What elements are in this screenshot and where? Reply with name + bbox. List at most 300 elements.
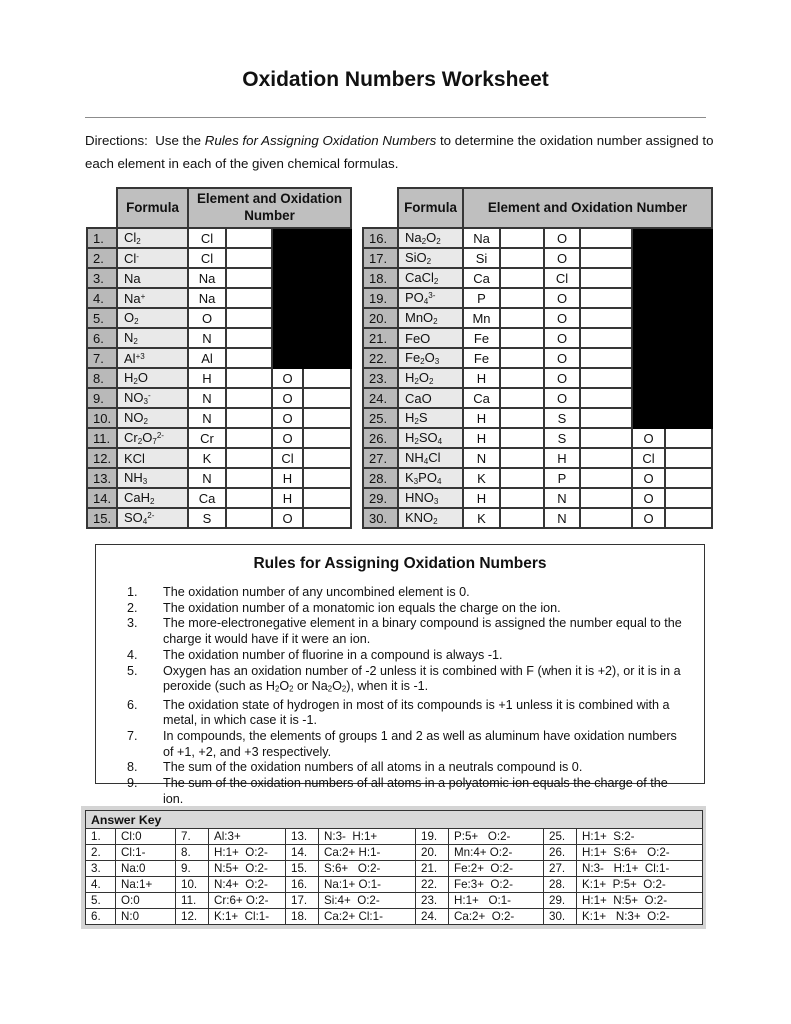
rules-box <box>95 544 705 806</box>
redacted-cell <box>632 228 665 248</box>
worksheet-row <box>363 488 712 508</box>
oxidation-number-cell <box>500 448 544 468</box>
answer-value: Fe:3+ O:2- <box>449 877 544 893</box>
element-cell: Cl <box>188 248 226 268</box>
element-cell: Al <box>188 348 226 368</box>
oxidation-number-cell <box>500 508 544 528</box>
worksheet-row <box>87 428 351 448</box>
answer-number: 16. <box>286 877 319 893</box>
rule-text: The sum of the oxidation numbers of all atoms in a polyatomic ion equals the charge of the ion. <box>163 776 668 806</box>
element-cell: Na <box>188 288 226 308</box>
rule-number: 8. <box>127 760 138 775</box>
formula-cell: $SO_4^{2-}$ <box>117 508 188 528</box>
row-number: 10. <box>87 408 117 428</box>
answer-value: H:1+ O:2- <box>209 845 286 861</box>
row-number: 6. <box>87 328 117 348</box>
rule-number: 9. <box>127 776 138 791</box>
redacted-cell <box>303 268 351 288</box>
formula-cell: $O_2$ <box>117 308 188 328</box>
oxidation-number-cell <box>665 488 712 508</box>
rule-item <box>127 585 704 601</box>
element-cell: Cl <box>272 448 303 468</box>
element-cell: S <box>544 408 580 428</box>
oxidation-number-cell <box>226 448 272 468</box>
rule-item <box>127 729 704 760</box>
rule-item <box>127 760 704 776</box>
row-number: 3. <box>87 268 117 288</box>
row-number: 26. <box>363 428 398 448</box>
worksheet-row <box>87 348 351 368</box>
redacted-cell <box>272 348 303 368</box>
row-number: 9. <box>87 388 117 408</box>
oxidation-number-cell <box>303 428 351 448</box>
formula-cell: FeO <box>398 328 463 348</box>
answer-value: Na:1+ O:1- <box>319 877 416 893</box>
oxidation-number-cell <box>226 288 272 308</box>
rule-number: 2. <box>127 600 138 615</box>
row-number: 21. <box>363 328 398 348</box>
element-cell: Ca <box>463 388 500 408</box>
answer-value: Cl:1- <box>116 845 176 861</box>
formula-cell: CaO <box>398 388 463 408</box>
answer-key-row <box>86 893 703 909</box>
element-cell: K <box>188 448 226 468</box>
oxidation-number-cell <box>226 508 272 528</box>
oxidation-number-cell <box>500 388 544 408</box>
oxidation-number-cell <box>580 268 632 288</box>
element-cell: N <box>188 408 226 428</box>
element-cell: Cl <box>544 268 580 288</box>
oxidation-number-cell <box>303 368 351 388</box>
oxidation-number-cell <box>226 428 272 448</box>
formula-cell: $Fe_2O_3$ <box>398 348 463 368</box>
worksheet-row <box>363 508 712 528</box>
formula-cell: $Na_2O_2$ <box>398 228 463 248</box>
answer-number: 24. <box>416 909 449 925</box>
element-cell: O <box>544 308 580 328</box>
worksheet-row <box>87 328 351 348</box>
worksheet-row <box>87 408 351 428</box>
element-cell: O <box>544 228 580 248</box>
answer-value: Al:3+ <box>209 829 286 845</box>
answer-value: N:5+ O:2- <box>209 861 286 877</box>
formula-cell: $Cr_2O_7^{2-}$ <box>117 428 188 448</box>
answer-number: 28. <box>544 877 577 893</box>
formula-cell: CaCl$_2$ <box>398 268 463 288</box>
oxidation-number-cell <box>226 328 272 348</box>
formula-column-header: Formula <box>117 188 188 228</box>
row-number: 23. <box>363 368 398 388</box>
rule-number: 7. <box>127 729 138 744</box>
oxidation-number-cell <box>580 428 632 448</box>
rules-title: Rules for Assigning Oxidation Numbers <box>253 555 547 572</box>
row-number: 30. <box>363 508 398 528</box>
element-cell: O <box>544 248 580 268</box>
rule-number: 4. <box>127 647 138 662</box>
row-number: 8. <box>87 368 117 388</box>
answer-number: 8. <box>176 845 209 861</box>
answer-number: 6. <box>86 909 116 925</box>
element-cell: H <box>272 488 303 508</box>
row-number: 16. <box>363 228 398 248</box>
answer-value: Ca:2+ Cl:1- <box>319 909 416 925</box>
element-cell: O <box>632 468 665 488</box>
oxidation-number-cell <box>226 408 272 428</box>
oxidation-number-cell <box>580 308 632 328</box>
answer-number: 4. <box>86 877 116 893</box>
redacted-cell <box>632 308 665 328</box>
row-number: 2. <box>87 248 117 268</box>
row-number: 1. <box>87 228 117 248</box>
row-number: 24. <box>363 388 398 408</box>
element-cell: N <box>188 328 226 348</box>
oxidation-number-cell <box>580 328 632 348</box>
answer-number: 19. <box>416 829 449 845</box>
redacted-cell <box>665 228 712 248</box>
oxidation-number-cell <box>226 308 272 328</box>
row-number: 19. <box>363 288 398 308</box>
element-cell: O <box>272 428 303 448</box>
worksheet-row <box>87 488 351 508</box>
redacted-cell <box>665 388 712 408</box>
oxidation-number-cell <box>580 468 632 488</box>
element-column-header: Element and Oxidation Number <box>188 188 351 228</box>
worksheet-table-right <box>362 187 713 529</box>
oxidation-number-cell <box>303 508 351 528</box>
answer-number: 20. <box>416 845 449 861</box>
formula-cell: $K_3PO_4$ <box>398 468 463 488</box>
element-cell: O <box>272 408 303 428</box>
directions-suffix: to determine the oxidation number assigned to each element in each of the given chemical formulas. <box>85 133 718 171</box>
answer-value: S:6+ O:2- <box>319 861 416 877</box>
oxidation-number-cell <box>226 488 272 508</box>
redacted-cell <box>632 288 665 308</box>
row-number: 14. <box>87 488 117 508</box>
answer-number: 10. <box>176 877 209 893</box>
worksheet-row <box>87 228 351 248</box>
formula-column-header: Formula <box>398 188 463 228</box>
element-cell: P <box>463 288 500 308</box>
answer-number: 7. <box>176 829 209 845</box>
answer-value: N:3- H:1+ Cl:1- <box>577 861 703 877</box>
directions-prefix: Directions: Use the <box>85 133 205 148</box>
rule-item <box>127 664 704 698</box>
element-cell: O <box>544 348 580 368</box>
answer-key-header-row <box>86 811 703 829</box>
answer-value: O:0 <box>116 893 176 909</box>
rule-item <box>127 616 704 647</box>
oxidation-number-cell <box>500 408 544 428</box>
rule-text: The oxidation state of hydrogen in most of its compounds is +1 unless it is combined with a metal, in which case it is -1. <box>163 697 670 728</box>
rule-text: The oxidation number of a monatomic ion equals the charge on the ion. <box>163 600 561 615</box>
row-number: 18. <box>363 268 398 288</box>
row-number: 5. <box>87 308 117 328</box>
answer-value: H:1+ S:6+ O:2- <box>577 845 703 861</box>
formula-cell: Na+ <box>117 288 188 308</box>
formula-cell: CaH$_2$ <box>117 488 188 508</box>
redacted-cell <box>665 348 712 368</box>
oxidation-number-cell <box>500 348 544 368</box>
worksheet-row <box>87 388 351 408</box>
formula-cell: MnO$_2$ <box>398 308 463 328</box>
answer-key-row <box>86 829 703 845</box>
redacted-cell <box>272 328 303 348</box>
oxidation-number-cell <box>580 228 632 248</box>
rule-item <box>127 648 704 664</box>
redacted-cell <box>632 368 665 388</box>
redacted-cell <box>665 368 712 388</box>
element-cell: H <box>463 428 500 448</box>
oxidation-number-cell <box>500 368 544 388</box>
oxidation-number-cell <box>303 468 351 488</box>
worksheet-row <box>363 388 712 408</box>
formula-cell: $NH_3$ <box>117 468 188 488</box>
formula-cell: $HNO_3$ <box>398 488 463 508</box>
element-cell: Cl <box>188 228 226 248</box>
formula-cell: KCl <box>117 448 188 468</box>
answer-number: 22. <box>416 877 449 893</box>
element-cell: K <box>463 468 500 488</box>
redacted-cell <box>272 288 303 308</box>
element-cell: N <box>544 488 580 508</box>
answer-number: 3. <box>86 861 116 877</box>
element-cell: O <box>544 288 580 308</box>
answer-number: 29. <box>544 893 577 909</box>
rule-number: 3. <box>127 616 138 631</box>
element-cell: O <box>632 508 665 528</box>
redacted-cell <box>632 348 665 368</box>
oxidation-number-cell <box>500 428 544 448</box>
answer-value: Cl:0 <box>116 829 176 845</box>
row-number: 27. <box>363 448 398 468</box>
answer-number: 12. <box>176 909 209 925</box>
rule-text: The oxidation number of fluorine in a compound is always -1. <box>163 647 503 662</box>
element-cell: P <box>544 468 580 488</box>
answer-value: Na:0 <box>116 861 176 877</box>
redacted-cell <box>632 328 665 348</box>
element-cell: N <box>463 448 500 468</box>
formula-cell: $KNO_2$ <box>398 508 463 528</box>
oxidation-number-cell <box>665 508 712 528</box>
answer-value: H:1+ N:5+ O:2- <box>577 893 703 909</box>
empty-corner-cell <box>363 188 398 228</box>
redacted-cell <box>665 328 712 348</box>
oxidation-number-cell <box>580 448 632 468</box>
answer-key-row <box>86 877 703 893</box>
formula-cell: $H_2SO_4$ <box>398 428 463 448</box>
answer-value: H:1+ S:2- <box>577 829 703 845</box>
worksheet-row <box>87 468 351 488</box>
redacted-cell <box>272 228 303 248</box>
oxidation-number-cell <box>500 308 544 328</box>
answer-number: 5. <box>86 893 116 909</box>
directions-text <box>85 130 718 176</box>
row-number: 20. <box>363 308 398 328</box>
directions-italic: Rules for Assigning Oxidation Numbers <box>204 133 437 148</box>
redacted-cell <box>665 288 712 308</box>
row-number: 11. <box>87 428 117 448</box>
answer-number: 9. <box>176 861 209 877</box>
oxidation-number-cell <box>580 408 632 428</box>
redacted-cell <box>272 308 303 328</box>
element-cell: Fe <box>463 348 500 368</box>
oxidation-number-cell <box>580 348 632 368</box>
worksheet-row <box>363 468 712 488</box>
row-number: 22. <box>363 348 398 368</box>
answer-key-row <box>86 909 703 925</box>
element-cell: Na <box>463 228 500 248</box>
answer-number: 25. <box>544 829 577 845</box>
redacted-cell <box>303 348 351 368</box>
worksheet-row <box>363 428 712 448</box>
worksheet-row <box>363 368 712 388</box>
formula-cell: $H_2O$ <box>117 368 188 388</box>
oxidation-number-cell <box>303 388 351 408</box>
worksheet-row <box>87 308 351 328</box>
oxidation-number-cell <box>500 328 544 348</box>
element-cell: S <box>544 428 580 448</box>
element-cell: Fe <box>463 328 500 348</box>
formula-cell: $N_2$ <box>117 328 188 348</box>
answer-key-row <box>86 861 703 877</box>
redacted-cell <box>665 308 712 328</box>
element-cell: H <box>272 468 303 488</box>
answer-value: Fe:2+ O:2- <box>449 861 544 877</box>
rule-text: The sum of the oxidation numbers of all atoms in a neutrals compound is 0. <box>163 760 583 775</box>
formula-cell: Na <box>117 268 188 288</box>
oxidation-number-cell <box>580 488 632 508</box>
oxidation-number-cell <box>226 368 272 388</box>
element-cell: Ca <box>463 268 500 288</box>
answer-value: Ca:2+ H:1- <box>319 845 416 861</box>
formula-cell: Cl- <box>117 248 188 268</box>
answer-number: 27. <box>544 861 577 877</box>
oxidation-number-cell <box>226 468 272 488</box>
element-cell: H <box>544 448 580 468</box>
redacted-cell <box>665 268 712 288</box>
worksheet-row <box>363 328 712 348</box>
answer-value: K:1+ N:3+ O:2- <box>577 909 703 925</box>
oxidation-number-cell <box>580 508 632 528</box>
element-cell: N <box>188 468 226 488</box>
redacted-cell <box>632 388 665 408</box>
row-number: 17. <box>363 248 398 268</box>
worksheet-row <box>87 288 351 308</box>
redacted-cell <box>632 248 665 268</box>
rules-list <box>127 585 704 808</box>
oxidation-number-cell <box>303 408 351 428</box>
answer-value: Si:4+ O:2- <box>319 893 416 909</box>
answer-value: N:3- H:1+ <box>319 829 416 845</box>
answer-number: 30. <box>544 909 577 925</box>
element-cell: O <box>272 508 303 528</box>
oxidation-number-cell <box>500 288 544 308</box>
oxidation-number-cell <box>580 248 632 268</box>
oxidation-number-cell <box>665 468 712 488</box>
answer-number: 1. <box>86 829 116 845</box>
answer-number: 17. <box>286 893 319 909</box>
element-cell: Mn <box>463 308 500 328</box>
oxidation-number-cell <box>226 388 272 408</box>
element-cell: Cr <box>188 428 226 448</box>
worksheet-row <box>363 348 712 368</box>
formula-cell: SiO$_2$ <box>398 248 463 268</box>
redacted-cell <box>303 308 351 328</box>
rule-text: The more-electronegative element in a binary compound is assigned the number equal to the charge it would have if it were an ion. <box>163 616 682 647</box>
element-cell: O <box>272 388 303 408</box>
row-number: 12. <box>87 448 117 468</box>
element-cell: O <box>188 308 226 328</box>
header-row <box>87 188 351 228</box>
answer-number: 11. <box>176 893 209 909</box>
oxidation-number-cell <box>580 388 632 408</box>
oxidation-number-cell <box>580 368 632 388</box>
answer-number: 18. <box>286 909 319 925</box>
redacted-cell <box>272 268 303 288</box>
formula-cell: $PO_4^{3-}$ <box>398 288 463 308</box>
worksheet-row <box>363 228 712 248</box>
row-number: 28. <box>363 468 398 488</box>
answer-value: H:1+ O:1- <box>449 893 544 909</box>
oxidation-number-cell <box>226 348 272 368</box>
answer-number: 15. <box>286 861 319 877</box>
answer-number: 21. <box>416 861 449 877</box>
rule-number: 5. <box>127 663 138 678</box>
oxidation-number-cell <box>665 428 712 448</box>
element-cell: S <box>188 508 226 528</box>
worksheet-row <box>363 268 712 288</box>
rule-text: The oxidation number of any uncombined element is 0. <box>163 585 470 599</box>
rule-number: 6. <box>127 697 138 712</box>
redacted-cell <box>303 288 351 308</box>
worksheet-row <box>363 408 712 428</box>
element-cell: H <box>463 408 500 428</box>
oxidation-number-cell <box>226 228 272 248</box>
row-number: 15. <box>87 508 117 528</box>
row-number: 4. <box>87 288 117 308</box>
redacted-cell <box>303 248 351 268</box>
answer-value: Mn:4+ O:2- <box>449 845 544 861</box>
rule-number: 1. <box>127 585 138 599</box>
redacted-cell <box>665 408 712 428</box>
element-cell: Na <box>188 268 226 288</box>
answer-value: N:4+ O:2- <box>209 877 286 893</box>
answer-key-row <box>86 845 703 861</box>
element-cell: O <box>632 488 665 508</box>
element-cell: K <box>463 508 500 528</box>
rule-text: In compounds, the elements of groups 1 and 2 as well as aluminum have oxidation numbers of +1, +2, and +3 respectively. <box>163 729 677 759</box>
oxidation-number-cell <box>500 228 544 248</box>
element-column-header: Element and Oxidation Number <box>463 188 712 228</box>
answer-number: 2. <box>86 845 116 861</box>
element-cell: N <box>544 508 580 528</box>
rule-item <box>127 601 704 617</box>
oxidation-number-cell <box>500 488 544 508</box>
worksheet-row <box>87 268 351 288</box>
redacted-cell <box>632 268 665 288</box>
element-cell: H <box>463 368 500 388</box>
worksheet-row <box>363 288 712 308</box>
formula-cell: $H_2O_2$ <box>398 368 463 388</box>
answer-value: K:1+ P:5+ O:2- <box>577 877 703 893</box>
element-cell: Si <box>463 248 500 268</box>
worksheet-row <box>363 448 712 468</box>
empty-corner-cell <box>87 188 117 228</box>
page-title: Oxidation Numbers Worksheet <box>242 68 549 91</box>
worksheet-table-left <box>86 187 352 529</box>
redacted-cell <box>665 248 712 268</box>
oxidation-number-cell <box>500 268 544 288</box>
